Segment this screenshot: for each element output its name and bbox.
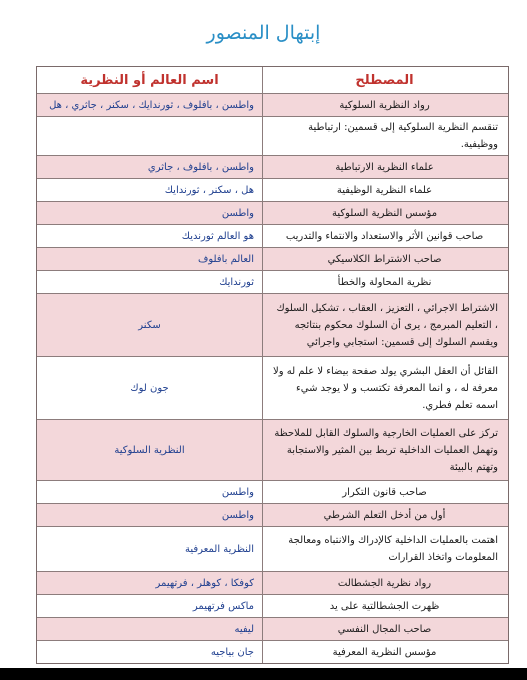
- table-row: [37, 527, 508, 572]
- term-cell: الاشتراط الاجرائي ، التعزيز ، العقاب ، تشكيل السلوك ، التعليم المبرمج ، يرى أن السلوك محكوم بنتائجه ويقسم السلوك إلى قسمين: استجابي واجرائي: [262, 294, 508, 356]
- table-row: [37, 156, 508, 179]
- table-row: [37, 294, 508, 357]
- name-cell: سكنر: [138, 319, 161, 331]
- table-row: [37, 202, 508, 225]
- term-cell: نظرية المحاولة والخطأ: [262, 271, 508, 293]
- term-column-header: المصطلح: [262, 67, 508, 93]
- term-cell: رواد النظرية السلوكية: [262, 94, 508, 116]
- name-cell: واطسن: [221, 509, 254, 521]
- table-row: [37, 420, 508, 481]
- term-cell: تركز على العمليات الخارجية والسلوك القابل للملاحظة وتهمل العمليات الداخلية تربط بين المثير والاستجابة وتهتم بالبيئة: [262, 420, 508, 480]
- table-row: [37, 357, 508, 420]
- name-cell: ليفيه: [234, 623, 254, 635]
- term-cell: ظهرت الجشطالتية على يد: [262, 595, 508, 617]
- name-cell: واطسن: [221, 486, 254, 498]
- name-cell: جان بياجيه: [210, 646, 254, 658]
- name-cell: هل ، سكنر ، ثورندايك: [164, 184, 254, 196]
- name-cell: النظرية السلوكية: [114, 444, 185, 456]
- table-row: [37, 94, 508, 117]
- table-header-row: [37, 67, 508, 94]
- table-row: [37, 641, 508, 663]
- term-cell: علماء النظرية الارتباطية: [262, 156, 508, 178]
- table-row: [37, 248, 508, 271]
- name-cell: واطسن: [221, 207, 254, 219]
- term-cell: اهتمت بالعمليات الداخلية كالإدراك والانتباه ومعالجة المعلومات واتخاذ القرارات: [262, 527, 508, 571]
- name-cell: العالم بافلوف: [197, 253, 254, 265]
- table-row: [37, 572, 508, 595]
- term-cell: تنقسم النظرية السلوكية إلى قسمين: ارتباطية ووظيفية.: [262, 117, 508, 155]
- table-row: [37, 595, 508, 618]
- name-cell: ثورندايك: [219, 276, 254, 288]
- term-cell: صاحب المجال النفسي: [262, 618, 508, 640]
- name-cell: جون لوك: [130, 382, 169, 394]
- term-cell: علماء النظرية الوظيفية: [262, 179, 508, 201]
- table-row: [37, 117, 508, 156]
- name-cell: هو العالم ثورنديك: [181, 230, 254, 242]
- term-cell: رواد نظرية الجشطالت: [262, 572, 508, 594]
- terms-table: [36, 66, 509, 664]
- table-row: [37, 504, 508, 527]
- term-cell: مؤسس النظرية المعرفية: [262, 641, 508, 663]
- name-cell: النظرية المعرفية: [185, 543, 254, 555]
- table-row: [37, 618, 508, 641]
- term-cell: القائل أن العقل البشري يولد صفحة بيضاء لا علم له ولا معرفة له ، و انما المعرفة تكتسب و لا يوجد شيء اسمه تعلم فطري.: [262, 357, 508, 419]
- term-cell: صاحب قانون التكرار: [262, 481, 508, 503]
- name-column-header: اسم العالم أو النظرية: [80, 72, 219, 88]
- term-cell: صاحب قوانين الأثر والاستعداد والانتماء والتدريب: [262, 225, 508, 247]
- term-cell: أول من أدخل التعلم الشرطي: [262, 504, 508, 526]
- name-cell: ماكس فرتهيمر: [192, 600, 254, 612]
- table-row: [37, 225, 508, 248]
- name-cell: كوفكا ، كوهلر ، فرتهيمر: [155, 577, 254, 589]
- term-cell: صاحب الاشتراط الكلاسيكي: [262, 248, 508, 270]
- name-cell: [37, 117, 262, 155]
- term-cell: مؤسس النظرية السلوكية: [262, 202, 508, 224]
- name-cell: واطسن ، بافلوف ، ثورندايك ، سكنر ، جاثري ، هل: [49, 99, 254, 111]
- name-cell: واطسن ، بافلوف ، جاثري: [147, 161, 254, 173]
- bottom-bar: [0, 668, 527, 680]
- page-title: إبتهال المنصور: [206, 22, 321, 44]
- table-row: [37, 179, 508, 202]
- table-row: [37, 271, 508, 294]
- table-row: [37, 481, 508, 504]
